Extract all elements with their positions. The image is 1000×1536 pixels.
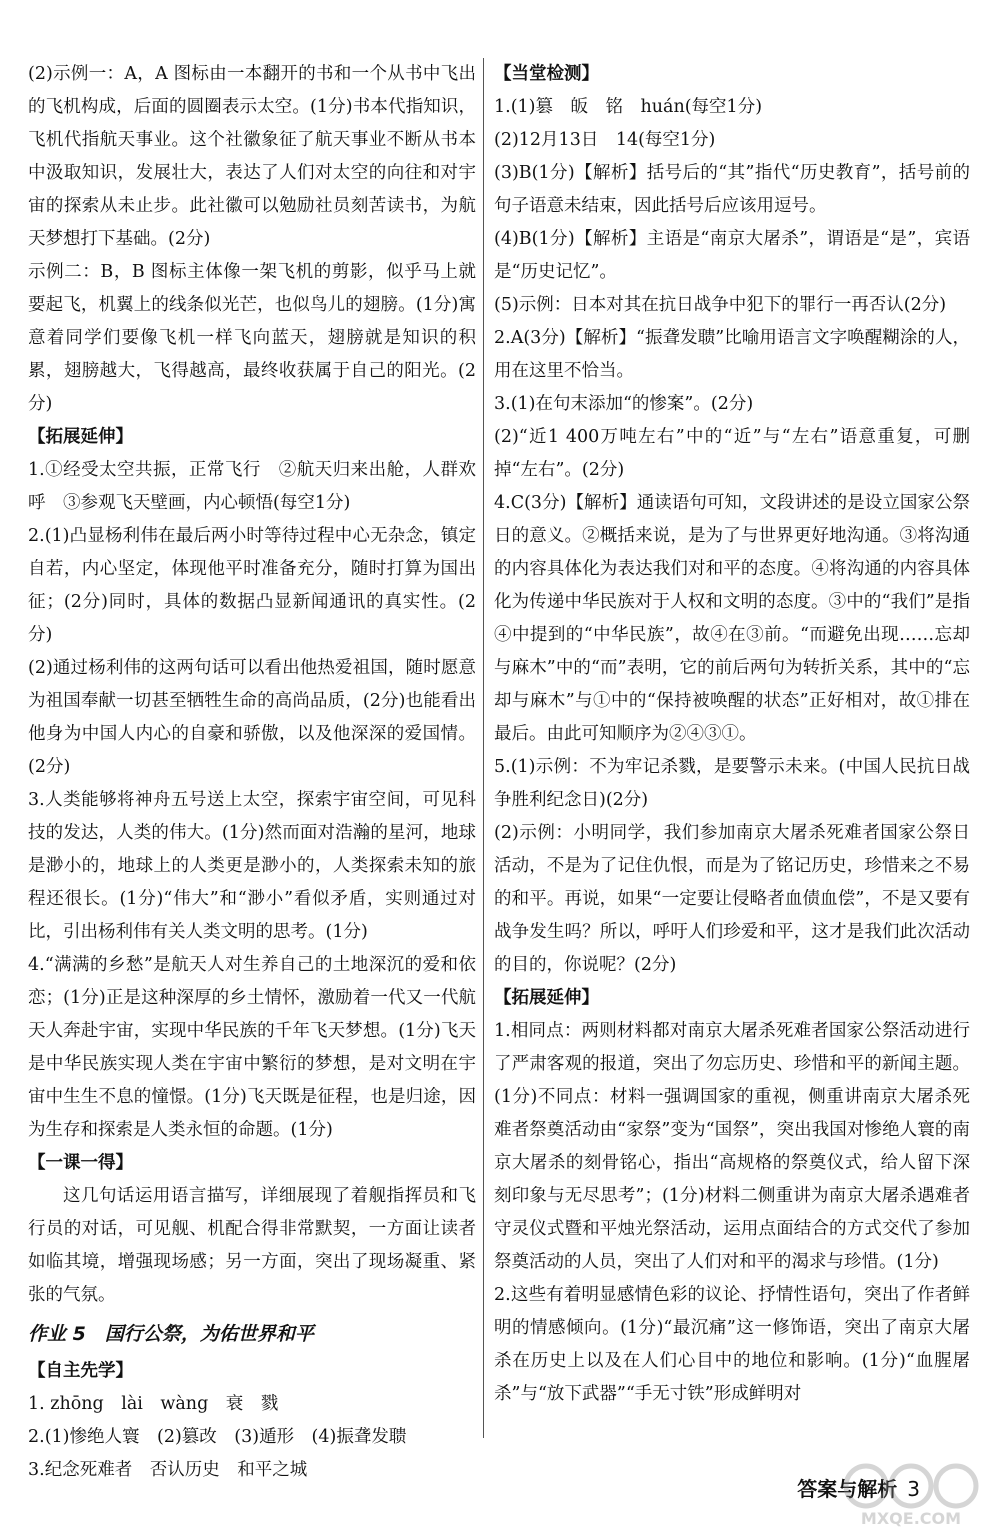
- section-header: 【自主先学】: [28, 1361, 133, 1381]
- footer-label: 答案与解析: [797, 1477, 898, 1501]
- answer-item: 4.C(3分)【解析】通读语句可知，文段讲述的是设立国家公祭日的意义。②概括来说，是为了与世界更好地沟通。③将沟通的内容具体化为表达我们对和平的态度。④将沟通的内容具体化为传递中华民族对于人权和文明的态度。③中的“我们”是指④中提到的“中华民族”，故④在③前。“而避免出现……忘却与麻木”中的“而”表明，它的前后两句为转折关系，其中的“忘却与麻木”与①中的“保持被唤醒的状态”正好相对，故①排在最后。由此可知顺序为②④③①。: [494, 493, 970, 744]
- section-header: 【一课一得】: [28, 1153, 133, 1173]
- answer-item: 2.(1)惨绝人寰 (2)篡改 (3)遁形 (4)振聋发聩: [28, 1427, 407, 1447]
- answer-item: 示例二：B，B 图标主体像一架飞机的剪影，似乎马上就要起飞，机翼上的线条似光芒，也似鸟儿的翅膀。(1分)寓意着同学们要像飞机一样飞向蓝天，翅膀就是知识的积累，翅膀越大，飞得越高，最终收获属于自己的阳光。(2分): [28, 262, 476, 414]
- section-header: 【拓展延伸】: [28, 427, 133, 447]
- answer-item: (2)示例：小明同学，我们参加南京大屠杀死难者国家公祭日活动，不是为了记住仇恨，而是为了铭记历史，珍惜来之不易的和平。再说，如果“一定要让侵略者血债血偿”，不是又要有战争发生吗？所以，呼吁人们珍爱和平，这才是我们此次活动的目的，你说呢？(2分): [494, 823, 970, 975]
- section-header: 【当堂检测】: [494, 64, 599, 84]
- answer-item: 5.(1)示例：不为牢记杀戮，是要警示未来。(中国人民抗日战争胜利纪念日)(2分): [494, 757, 970, 810]
- paragraph: 这几句话运用语言描写，详细展现了着舰指挥员和飞行员的对话，可见舰、机配合得非常默契，一方面让读者如临其境，增强现场感；另一方面，突出了现场凝重、紧张的气氛。: [28, 1186, 476, 1305]
- watermark-logo: [836, 1458, 986, 1528]
- assignment-title: 作业 5 国行公祭，为佑世界和平: [28, 1323, 314, 1345]
- answer-item: 1.相同点：两则材料都对南京大屠杀死难者国家公祭活动进行了严肃客观的报道，突出了勿忘历史、珍惜和平的新闻主题。(1分)不同点：材料一强调国家的重视，侧重讲南京大屠杀死难者祭奠活动由“家祭”变为“国祭”，突出我国对惨绝人寰的南京大屠杀的刻骨铭心，指出“高规格的祭奠仪式，给人留下深刻印象与无尽思考”；(1分)材料二侧重讲为南京大屠杀遇难者守灵仪式暨和平烛光祭活动，运用点面结合的方式交代了参加祭奠活动的人员，突出了人们对和平的渴求与珍惜。(1分): [494, 1021, 970, 1272]
- answer-item: (2)通过杨利伟的这两句话可以看出他热爱祖国，随时愿意为祖国奉献一切甚至牺牲生命的高尚品质，(2分)也能看出他身为中国人内心的自豪和骄傲，以及他深深的爱国情。(2分): [28, 658, 476, 777]
- answer-item: 2.这些有着明显感情色彩的议论、抒情性语句，突出了作者鲜明的情感倾向。(1分)“最沉痛”这一修饰语，突出了南京大屠杀在历史上以及在人们心目中的地位和影响。(1分)“血腥屠杀”与“放下武器”“手无寸铁”形成鲜明对: [494, 1285, 970, 1404]
- answer-item: (4)B(1分)【解析】主语是“南京大屠杀”，谓语是“是”，宾语是“历史记忆”。: [494, 229, 970, 282]
- answer-item: (5)示例：日本对其在抗日战争中犯下的罪行一再否认(2分): [494, 295, 947, 315]
- answer-item: 2.(1)凸显杨利伟在最后两小时等待过程中心无杂念，镇定自若，内心坚定，体现他平时准备充分，随时打算为国出征；(2分)同时，具体的数据凸显新闻通讯的真实性。(2分): [28, 526, 476, 645]
- answer-item: 4.“满满的乡愁”是航天人对生养自己的土地深沉的爱和依恋；(1分)正是这种深厚的乡土情怀，激励着一代又一代航天人奔赴宇宙，实现中华民族的千年飞天梦想。(1分)飞天是中华民族实现人类在宇宙中繁衍的梦想，是对文明在宇宙中生生不息的憧憬。(1分)飞天既是征程，也是归途，因为生存和探索是人类永恒的命题。(1分): [28, 955, 476, 1140]
- watermark-text: MXQE.COM: [860, 1509, 962, 1528]
- answer-item: (2)“近1 400万吨左右”中的“近”与“左右”语意重复，可删掉“左右”。(2分): [494, 427, 970, 480]
- answer-item: 2.A(3分)【解析】“振聋发聩”比喻用语言文字唤醒糊涂的人，用在这里不恰当。: [494, 328, 970, 381]
- answer-item: (3)B(1分)【解析】括号后的“其”指代“历史教育”，括号前的句子语意未结束，因此括号后应该用逗号。: [494, 163, 970, 216]
- section-header: 【拓展延伸】: [494, 988, 599, 1008]
- left-column: [28, 58, 476, 1487]
- answer-item: 1. zhōng lài wàng 衰 戮: [28, 1394, 279, 1414]
- answer-item: 1.①经受太空共振，正常飞行 ②航天归来出舱，人群欢呼 ③参观飞天壁画，内心顿悟(每空1分): [28, 460, 476, 513]
- answer-item: 3.纪念死难者 否认历史 和平之城: [28, 1460, 308, 1480]
- answer-item: (2)示例一：A，A 图标由一本翻开的书和一个从书中飞出的飞机构成，后面的圆圈表示太空。(1分)书本代指知识，飞机代指航天事业。这个社徽象征了航天事业不断从书本中汲取知识，发展壮大，表达了人们对太空的向往和对宇宙的探索从未止步。此社徽可以勉励社员刻苦读书，为航天梦想打下基础。(2分): [28, 64, 476, 249]
- answer-item: (2)12月13日 14(每空1分): [494, 130, 716, 150]
- answer-item: 3.人类能够将神舟五号送上太空，探索宇宙空间，可见科技的发达，人类的伟大。(1分)然而面对浩瀚的星河，地球是渺小的，地球上的人类更是渺小的，人类探索未知的旅程还很长。(1分)“伟大”和“渺小”看似矛盾，实则通过对比，引出杨利伟有关人类文明的思考。(1分): [28, 790, 476, 942]
- answer-item: 1.(1)篡 皈 铭 huán(每空1分): [494, 97, 763, 117]
- answer-item: 3.(1)在句末添加“的惨案”。(2分): [494, 394, 754, 414]
- right-column: [494, 58, 970, 1411]
- column-divider: [483, 58, 484, 1438]
- page-number: 3: [907, 1477, 920, 1501]
